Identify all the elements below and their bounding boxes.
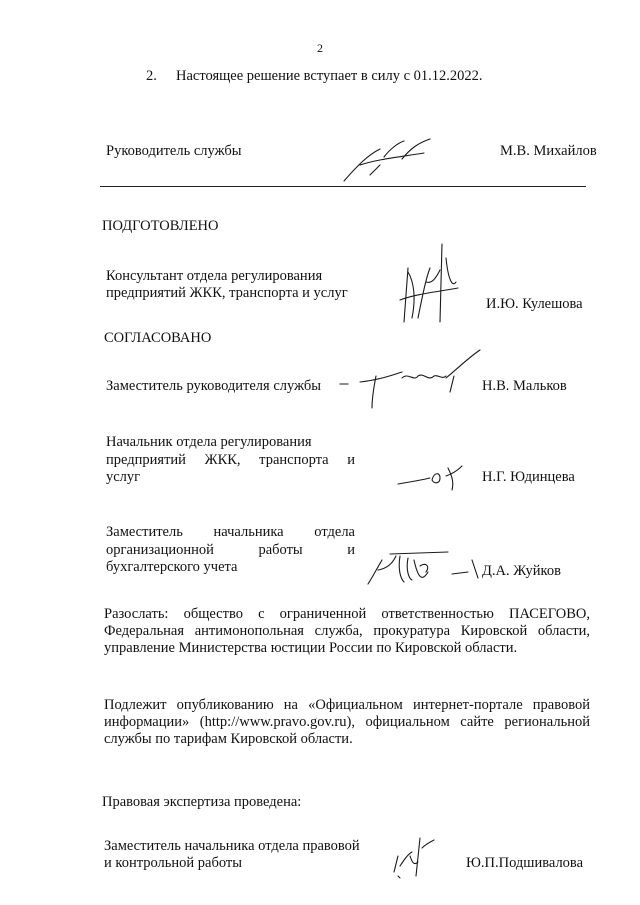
publication-line-1: Подлежит опубликованию на «Официальном интернет-портале правовой <box>104 697 590 713</box>
prepared-title-line-2: предприятий ЖКК, транспорта и услуг <box>106 285 348 301</box>
signer-2-name: Н.Г. Юдинцева <box>482 469 575 485</box>
publication-line-3: службы по тарифам Кировской области. <box>104 731 353 747</box>
page-number: 2 <box>317 41 323 55</box>
distribution-line-2: Федеральная антимонопольная служба, прокуратура Кировской области, <box>104 623 590 639</box>
prepared-heading: ПОДГОТОВЛЕНО <box>102 218 219 234</box>
signer-2-title-line-3: услуг <box>106 469 141 485</box>
publication-paragraph <box>104 697 590 748</box>
head-name: М.В. Михайлов <box>500 143 597 159</box>
legal-review-title-line-2: и контрольной работы <box>104 855 242 871</box>
head-signature-line <box>100 186 586 187</box>
distribution-line-3: управление Министерства юстиции России по Кировской области. <box>104 640 518 656</box>
distribution-paragraph <box>104 606 590 657</box>
signer-3-title-line-1: Заместитель начальника отдела <box>106 524 355 540</box>
legal-review-title-line-1: Заместитель начальника отдела правовой <box>104 838 360 854</box>
head-title: Руководитель службы <box>106 143 242 159</box>
signer-1-title: Заместитель руководителя службы <box>106 378 322 394</box>
signer-1-name: Н.В. Мальков <box>482 378 567 394</box>
prepared-signature <box>396 238 466 328</box>
head-signature <box>340 135 440 187</box>
prepared-title-line-1: Консультант отдела регулирования <box>106 268 323 284</box>
agreed-heading: СОГЛАСОВАНО <box>104 330 212 346</box>
legal-review-name: Ю.П.Подшивалова <box>466 855 584 871</box>
signer-1-signature <box>338 346 488 416</box>
signer-3-signature <box>360 548 486 590</box>
legal-review-heading: Правовая экспертиза проведена: <box>102 794 302 810</box>
signer-2-signature <box>396 462 466 492</box>
signer-3-name: Д.А. Жуйков <box>482 563 561 579</box>
signer-2-title-line-2: предприятий ЖКК, транспорта и <box>106 452 355 468</box>
legal-review-signature <box>390 832 440 880</box>
distribution-line-1: Разослать: общество с ограниченной ответственностью ПАСЕГОВО, <box>104 606 590 622</box>
clause-text: Настоящее решение вступает в силу с 01.12.2022. <box>176 68 483 84</box>
publication-line-2: информации» (http://www.pravo.gov.ru), официальном сайте региональной <box>104 714 590 730</box>
clause-number: 2. <box>146 68 157 84</box>
signer-2-title-line-1: Начальник отдела регулирования <box>106 434 312 450</box>
signer-3-title-line-3: бухгалтерского учета <box>106 559 238 575</box>
prepared-name: И.Ю. Кулешова <box>486 296 583 312</box>
signer-3-title-line-2: организационной работы и <box>106 542 355 558</box>
